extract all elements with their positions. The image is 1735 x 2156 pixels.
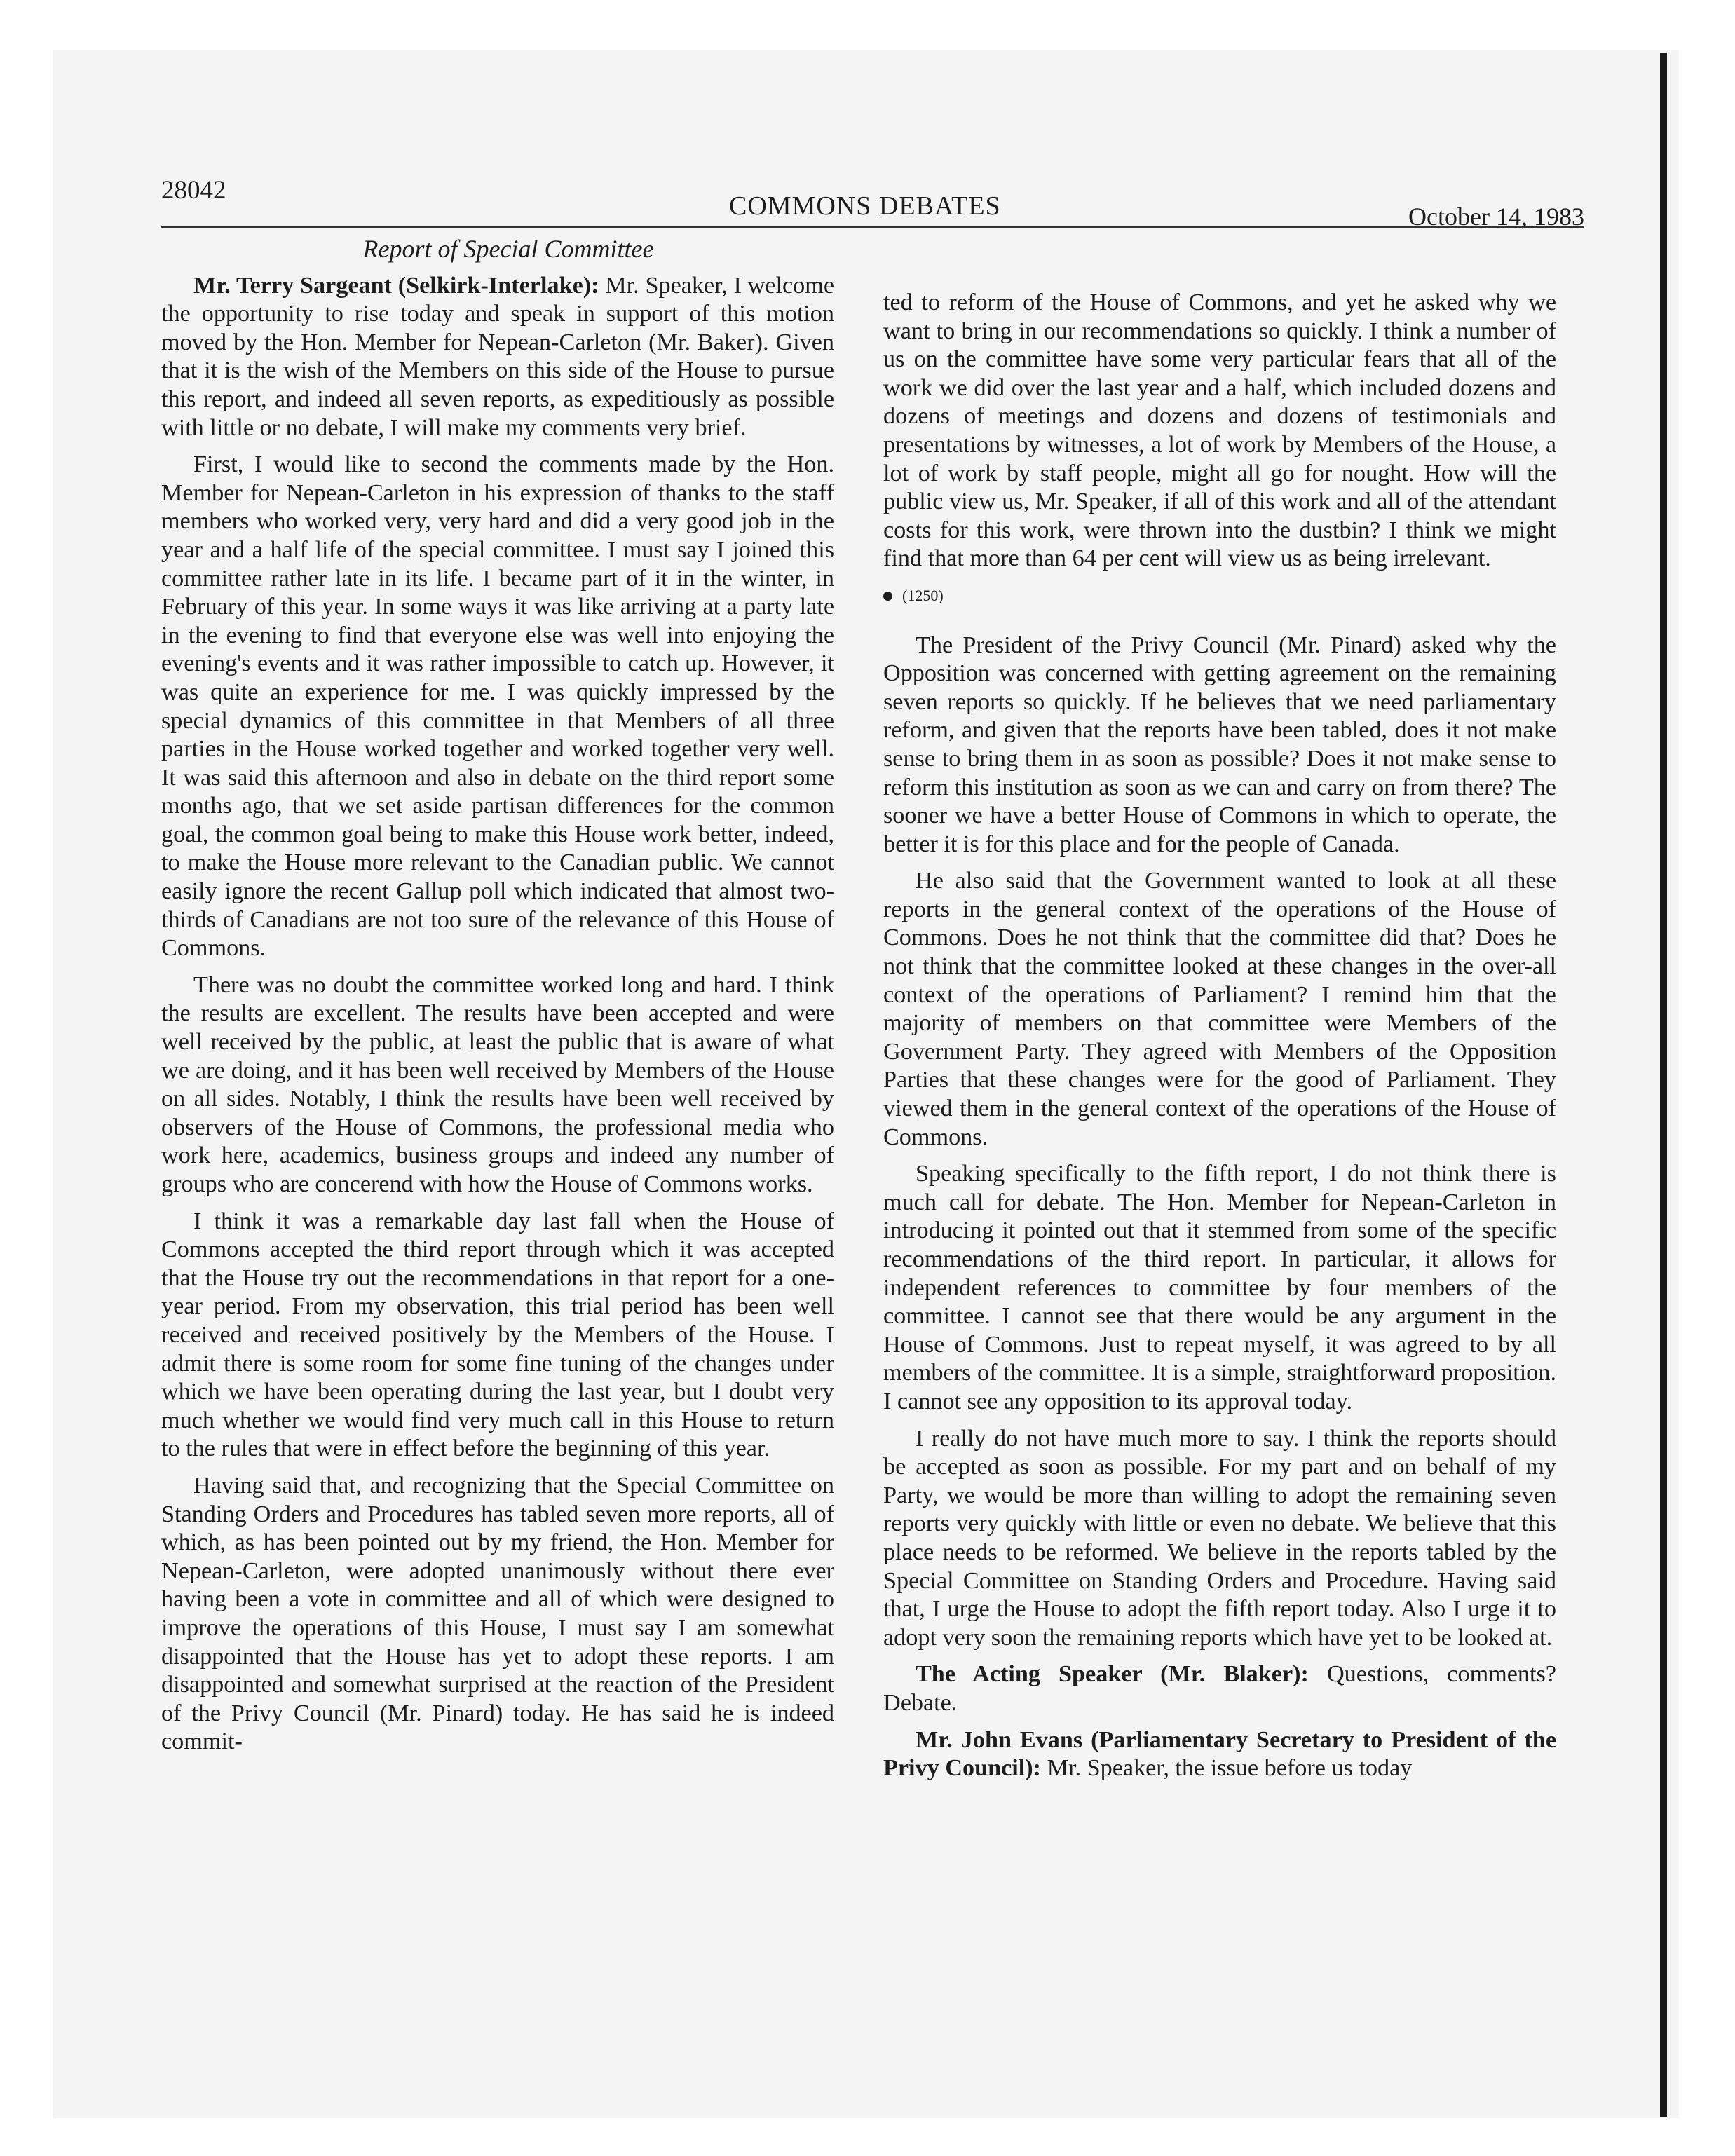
time-marker — [883, 582, 1556, 610]
speaker-name: Mr. Terry Sargeant (Selkirk-Interlake): — [193, 272, 599, 299]
section-heading: Report of Special Committee — [362, 235, 654, 263]
time-marker-text: (1250) — [902, 586, 944, 604]
speaker-name: Mr. John Evans (Parliamentary Secretary to President of the Privy Council): — [883, 1726, 1556, 1782]
paragraph: There was no doubt the committee worked long and hard. I think the results are excellent. The results have been accepted and were well received by the public, at least the public that is aware of what we are doing, and it has been well received by Members of the House on all sides. Notably, I think the results have been well received by observers of the House of Commons, the professional media who work here, academics, business groups and indeed any number of groups who are concerend with how the House of Commons works. — [161, 971, 834, 1197]
paragraph — [883, 1726, 1556, 1783]
page-number: 28042 — [161, 176, 226, 205]
right-column — [883, 289, 1556, 1792]
paragraph — [161, 272, 834, 443]
header-rule — [161, 226, 1584, 228]
paragraph: Having said that, and recognizing that the Special Committee on Standing Orders and Procedures has tabled seven more reports, all of which, as has been pointed out by my friend, the Hon. Member for Nepean-Carleton, were adopted unanimously without there ever having been a vote in committee and all of which were designed to improve the operations of this House, I must say I am somewhat disappointed that the House has yet to adopt these reports. I am disappointed and somewhat surprised at the reaction of the President of the Privy Council (Mr. Pinard) today. He has said he is indeed commit- — [161, 1472, 834, 1755]
paragraph-text: Mr. Speaker, the issue before us today — [1047, 1755, 1413, 1782]
paragraph: I think it was a remarkable day last fall when the House of Commons accepted the third report through which it was accepted that the House try out the recommendations in that report for a one-year period. From my observation, this trial period has been well received and received positively by the Members of the House. I admit there is some room for some fine tuning of the changes under which we have been operating during the last year, but I doubt very much whether we would find very much call in this House to return to the rules that were in effect before the beginning of this year. — [161, 1208, 834, 1462]
left-column — [161, 235, 834, 1765]
running-title: COMMONS DEBATES — [729, 191, 1001, 221]
paragraph: He also said that the Government wanted to look at all these reports in the general context of the operations of the House of Commons. Does he not think that the committee did that? Does he not think that the committee looked at these changes in the over-all context of the operations of Parliament? I remind him that the majority of members on that committee were Members of the Government Party. They agreed with Members of the Opposition Parties that these changes were for the good of Parliament. They viewed them in the general context of the operations of the House of Commons. — [883, 868, 1556, 1150]
paragraph: Speaking specifically to the fifth report, I do not think there is much call for debate. The Hon. Member for Nepean-Carleton in introducing it pointed out that it stemmed from some of the specific recommendations of the third report. In particular, it allows for independent references to committee by four members of the committee. I cannot see that there would be any argument in the House of Commons. Just to repeat myself, it was agreed to by all members of the committee. It is a simple, straightforward proposition. I cannot see any opposition to its approval today. — [883, 1161, 1556, 1414]
page-header — [161, 175, 1584, 231]
paragraph: The President of the Privy Council (Mr. Pinard) asked why the Opposition was concerned with getting agreement on the remaining seven reports so quickly. If he believes that we need parliamentary reform, and given that the reports have been tabled, does it not make sense to bring them in as soon as possible? Does it not make sense to reform this institution as soon as we can and carry on from there? The sooner we have a better House of Commons in which to operate, the better it is for this place and for the people of Canada. — [883, 632, 1556, 857]
page-date: October 14, 1983 — [1408, 203, 1584, 231]
speaker-name: The Acting Speaker (Mr. Blaker): — [916, 1661, 1309, 1688]
paragraph: I really do not have much more to say. I think the reports should be accepted as soon as possible. For my part and on behalf of my Party, we would be more than willing to adopt the remaining seven reports very quickly with little or even no debate. We believe that this place needs to be reformed. We believe in the reports tabled by the Special Committee on Standing Orders and Procedure. Having said that, I urge the House to adopt the fifth report today. Also I urge it to adopt very soon the remaining reports which have yet to be looked at. — [883, 1425, 1556, 1651]
paragraph: ted to reform of the House of Commons, and yet he asked why we want to bring in our recommendations so quickly. I think a number of us on the committee have some very particular fears that all of the work we did over the last year and a half, which included dozens and dozens of meetings and dozens and dozens of testimonials and presentations by witnesses, a lot of work by Members of the House, a lot of work by staff people, might all go for nought. How will the public view us, Mr. Speaker, if all of this work and all of the attendant costs for this work, were thrown into the dustbin? I think we might find that more than 64 per cent will view us as being irrelevant. — [883, 289, 1556, 572]
paragraph: First, I would like to second the comments made by the Hon. Member for Nepean-Carleton in his expression of thanks to the staff members who worked very, very hard and did a very good job in the year and a half life of the special committee. I must say I joined this committee rather late in its life. I became part of it in the winter, in February of this year. In some ways it was like arriving at a party late in the evening to find that everyone else was well into enjoying the evening's events and it was rather impossible to catch up. However, it was quite an experience for me. I was quickly impressed by the special dynamics of this committee in that Members of all three parties in the House worked together and worked together very well. It was said this afternoon and also in debate on the third report some months ago, that we set aside partisan differences for the common goal, the common goal being to make this House work better, indeed, to make the House more relevant to the Canadian public. We cannot easily ignore the recent Gallup poll which indicated that almost two-thirds of Canadians are not too sure of the relevance of this House of Commons. — [161, 451, 834, 962]
paragraph — [883, 1660, 1556, 1717]
paragraph-text: Mr. Speaker, I welcome the opportunity to rise today and speak in support of this motion moved by the Hon. Member for Nepean-Carleton (Mr. Baker). Given that it is the wish of the Members on this side of the House to pursue this report, and indeed all seven reports, as expeditiously as possible with little or no debate, I will make my comments very brief. — [161, 272, 835, 441]
scan-edge-shadow — [1660, 53, 1667, 2117]
paragraph-text: Questions, comments? Debate. — [883, 1661, 1557, 1716]
bullet-icon — [883, 592, 892, 601]
